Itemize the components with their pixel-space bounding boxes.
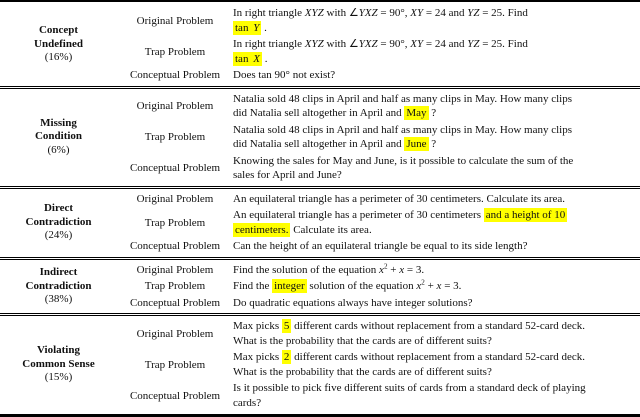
- section-indirect-contradiction: [0, 257, 640, 314]
- text-segment: = 3.: [441, 280, 462, 292]
- category-cell: [0, 191, 117, 255]
- text-segment: An equilateral triangle has a perimeter of 30 centimeters: [233, 209, 484, 221]
- text-segment: YXZ: [358, 38, 378, 50]
- text-segment: YZ: [467, 7, 480, 19]
- problem-type-label: Original Problem: [136, 100, 214, 112]
- category-name: Contradiction: [25, 215, 92, 228]
- text-segment: x: [436, 280, 442, 292]
- problem-type-label: Conceptual Problem: [129, 240, 221, 253]
- text-segment: +: [387, 263, 400, 276]
- text-segment: with ∠: [323, 7, 359, 19]
- problem-text-line: [233, 52, 640, 67]
- problem-text-line: [233, 365, 640, 380]
- text-segment: Calculate its area.: [290, 223, 372, 236]
- problem-text-line: [233, 263, 640, 278]
- problem-text: [233, 319, 640, 348]
- problem-text: [233, 154, 640, 183]
- category-name: Concept: [38, 24, 79, 36]
- text-segment: x: [399, 263, 405, 276]
- problem-text-line: [233, 350, 640, 365]
- text-segment: Knowing the sales for May and June, is it possible to calculate the sum of the: [233, 154, 574, 167]
- text-segment: = 90°,: [377, 38, 411, 50]
- highlighted-text: centimeters.: [235, 223, 289, 236]
- problem-text: [233, 208, 640, 237]
- table-row: [117, 239, 640, 254]
- problem-text-line: [233, 334, 640, 349]
- text-segment: = 3.: [404, 263, 425, 276]
- problem-text-line: [233, 106, 640, 121]
- problem-text: [233, 92, 640, 121]
- problem-text-line: [233, 154, 640, 169]
- text-segment: x: [416, 280, 422, 292]
- text-segment: XY: [410, 7, 424, 19]
- text-segment: Max picks: [233, 351, 282, 363]
- problem-text-line: [233, 296, 640, 311]
- text-segment: with ∠: [323, 38, 359, 50]
- text-segment: Can the height of an equilateral triangle be equal to its side length?: [233, 240, 528, 252]
- text-segment: x: [379, 263, 384, 276]
- table-row: [117, 6, 640, 35]
- text-segment: An equilateral triangle has a perimeter of 30 centimeters. Calculate its area.: [233, 192, 565, 205]
- text-segment: What is the probability that the cards are of different suits?: [233, 334, 492, 347]
- text-segment: YXZ: [358, 7, 378, 19]
- problem-type-label: Original Problem: [136, 263, 214, 276]
- category-name: Common Sense: [22, 357, 95, 370]
- section-missing-condition: [0, 86, 640, 186]
- table-row: [117, 319, 640, 348]
- category-name: Violating: [37, 344, 80, 357]
- category-percent: (6%): [47, 143, 70, 156]
- text-segment: 2: [421, 278, 425, 287]
- text-segment: = 24 and: [423, 7, 468, 19]
- text-segment: Find the: [233, 280, 273, 292]
- problem-type-label: Original Problem: [136, 327, 214, 340]
- problem-text-line: [233, 192, 640, 207]
- table-row: [117, 37, 640, 66]
- text-segment: ?: [428, 138, 437, 150]
- text-segment: XYZ: [304, 7, 324, 19]
- problem-type-label: Trap Problem: [144, 280, 206, 293]
- text-segment: Is it possible to pick five different suits of cards from a standard deck of playing: [233, 382, 586, 394]
- text-segment: Max picks: [233, 320, 282, 332]
- text-segment: = 25. Find: [479, 7, 528, 19]
- highlighted-text: June: [406, 138, 427, 150]
- problem-text: [233, 192, 640, 207]
- problem-type-label: Trap Problem: [144, 358, 206, 371]
- problem-text: [233, 296, 640, 311]
- category-cell: [0, 262, 117, 312]
- problem-text-line: [233, 123, 640, 138]
- section-concept-undefined: [0, 3, 640, 86]
- category-percent: (15%): [44, 371, 73, 384]
- problem-rows: [117, 91, 640, 184]
- problem-text-line: [233, 381, 640, 396]
- category-cell: [0, 5, 117, 84]
- problem-type-label: Trap Problem: [144, 45, 206, 58]
- text-segment: did Natalia sell altogether in April and: [233, 107, 405, 119]
- category-percent: (16%): [44, 51, 73, 63]
- problem-type-label: Original Problem: [136, 192, 214, 205]
- text-segment: Find the solution of the equation: [233, 263, 380, 276]
- section-violating-common-sense: [0, 313, 640, 413]
- text-segment: Natalia sold 48 clips in April and half as many clips in May. How many clips: [233, 123, 573, 136]
- category-name: Undefined: [34, 37, 83, 50]
- problem-text: [233, 68, 640, 83]
- problem-type-label: Original Problem: [136, 14, 214, 27]
- text-segment: sales for April and June?: [233, 169, 342, 181]
- problem-rows: [117, 262, 640, 312]
- text-segment: cards?: [233, 396, 262, 409]
- category-percent: (38%): [44, 293, 73, 305]
- table-row: [117, 192, 640, 207]
- category-cell: [0, 318, 117, 411]
- problem-type-label: Trap Problem: [144, 216, 206, 229]
- problem-type-label: Trap Problem: [144, 131, 206, 143]
- highlighted-text: integer: [274, 280, 305, 292]
- highlighted-text: 2: [283, 351, 290, 363]
- text-segment: = 24 and: [423, 38, 468, 50]
- text-segment: different cards without replacement from a standard 52-card deck.: [291, 320, 586, 332]
- problem-text-line: [233, 279, 640, 294]
- table-row: [117, 154, 640, 183]
- text-segment: Does tan 90° not exist?: [233, 69, 336, 81]
- table-row: [117, 68, 640, 83]
- highlighted-text: tan: [235, 21, 252, 34]
- problem-text-line: [233, 319, 640, 334]
- problem-rows: [117, 5, 640, 84]
- table-row: [117, 208, 640, 237]
- text-segment: What is the probability that the cards are of different suits?: [233, 365, 492, 378]
- highlighted-text: tan: [235, 52, 252, 65]
- problem-text-line: [233, 208, 640, 223]
- text-segment: .: [261, 52, 268, 65]
- table-row: [117, 350, 640, 379]
- text-segment: In right triangle: [233, 38, 305, 50]
- problem-text: [233, 37, 640, 66]
- text-segment: YZ: [467, 38, 480, 50]
- highlighted-text: May: [406, 107, 427, 119]
- problem-text-line: [233, 92, 640, 107]
- problem-text-line: [233, 168, 640, 183]
- problem-type-label: Conceptual Problem: [129, 389, 221, 402]
- text-segment: +: [424, 280, 437, 292]
- text-segment: did Natalia sell altogether in April and: [233, 138, 405, 150]
- problem-type-label: Conceptual Problem: [129, 162, 221, 174]
- table-row: [117, 279, 640, 294]
- category-name: Indirect: [39, 266, 78, 278]
- category-cell: [0, 91, 117, 184]
- highlighted-text: and a height of 10: [485, 209, 566, 221]
- table-row: [117, 123, 640, 152]
- table-row: [117, 263, 640, 278]
- text-segment: = 90°,: [377, 7, 411, 19]
- text-segment: 2: [383, 261, 388, 270]
- text-segment: = 25. Find: [479, 38, 528, 50]
- problem-text: [233, 381, 640, 410]
- problem-text-line: [233, 68, 640, 83]
- problem-text-line: [233, 21, 640, 36]
- text-segment: Do quadratic equations always have integer solutions?: [233, 296, 473, 309]
- category-name: Condition: [34, 130, 83, 143]
- category-name: Contradiction: [25, 279, 92, 292]
- category-name: Missing: [40, 116, 77, 129]
- table-row: [117, 92, 640, 121]
- text-segment: different cards without replacement from a standard 52-card deck.: [291, 351, 586, 363]
- text-segment: solution of the equation: [306, 280, 417, 292]
- highlighted-text: X: [253, 52, 260, 65]
- problem-rows: [117, 318, 640, 411]
- problem-text: [233, 239, 640, 254]
- text-segment: XYZ: [304, 38, 324, 50]
- problem-type-label: Conceptual Problem: [129, 296, 221, 309]
- problem-text: [233, 123, 640, 152]
- section-direct-contradiction: [0, 186, 640, 257]
- problem-text: [233, 263, 640, 278]
- problem-text-line: [233, 37, 640, 52]
- problem-rows: [117, 191, 640, 255]
- problem-text-line: [233, 396, 640, 411]
- problem-text-line: [233, 239, 640, 254]
- text-segment: In right triangle: [233, 7, 305, 19]
- category-percent: (24%): [44, 229, 73, 242]
- problem-text: [233, 6, 640, 35]
- problem-text-line: [233, 223, 640, 238]
- table-row: [117, 381, 640, 410]
- text-segment: .: [261, 21, 267, 34]
- problem-type-label: Conceptual Problem: [129, 69, 221, 82]
- text-segment: XY: [410, 38, 424, 50]
- text-segment: Natalia sold 48 clips in April and half as many clips in May. How many clips: [233, 92, 573, 105]
- highlighted-text: 5: [283, 320, 290, 332]
- text-segment: ?: [428, 107, 437, 119]
- problem-text: [233, 350, 640, 379]
- highlighted-text: Y: [253, 21, 260, 34]
- table-row: [117, 296, 640, 311]
- problem-text-line: [233, 137, 640, 152]
- problem-text: [233, 279, 640, 294]
- problem-text-line: [233, 6, 640, 21]
- category-name: Direct: [43, 202, 74, 215]
